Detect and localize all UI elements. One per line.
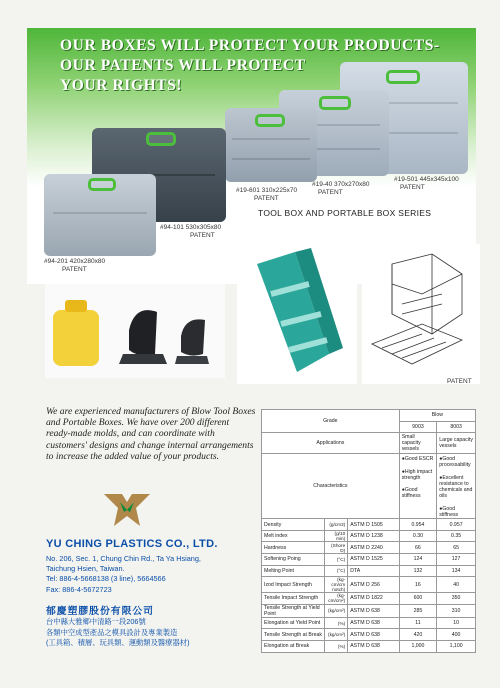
company-name-zh: 郁慶塑膠股份有限公司	[46, 606, 154, 617]
cell-method: ASTM D 1238	[348, 530, 399, 542]
cell-property: Tensile Strength at Break	[262, 629, 325, 641]
label-19-40	[312, 181, 369, 197]
char-1-item-2: ●High impact strength	[401, 468, 433, 481]
cell-v1: 600	[399, 593, 437, 605]
applications-header: Applications	[262, 433, 400, 454]
address-line-2: Taichung Hsien, Taiwan.	[46, 564, 125, 574]
patent-sketch-illustration	[362, 244, 480, 384]
cell-unit: (°C)	[325, 554, 348, 566]
cell-property: Melt index	[262, 530, 325, 542]
table-row	[262, 640, 476, 652]
label-19-501	[394, 176, 459, 192]
drawing-patent-label: PATENT	[447, 378, 472, 385]
char-2-item-3: ●Good stiffness	[439, 505, 459, 519]
table-row-characteristics	[262, 454, 476, 519]
cell-v2: 127	[437, 554, 476, 566]
cell-method: ASTM D 1822	[348, 593, 399, 605]
cell-v2: 10	[437, 617, 476, 629]
company-name-en: YU CHING PLASTICS CO., LTD.	[46, 538, 218, 550]
photo-step-stool	[237, 244, 357, 384]
cell-v1: 132	[399, 565, 437, 577]
cell-v1: 1,000	[399, 640, 437, 652]
cell-property: Izod Impact Strength	[262, 577, 325, 593]
zh-line-1: 台中縣大雅鄉中清路一段206號	[46, 617, 146, 626]
phone: Tel: 886-4-5668138 (3 line), 5664566	[46, 574, 166, 584]
cell-v2: 0.957	[437, 519, 476, 531]
label-94-201	[44, 258, 105, 274]
table-row-grade	[262, 410, 476, 422]
property-rows	[262, 519, 476, 652]
cell-method: ASTM D 256	[348, 577, 399, 593]
cell-property: Melting Point	[262, 565, 325, 577]
photo-container-and-seats	[45, 284, 225, 378]
company-address	[46, 554, 201, 595]
characteristics-2	[437, 454, 476, 519]
label-19-501-model: #19-501 445x345x100	[394, 176, 459, 183]
grade-header: Grade	[262, 410, 400, 433]
cell-v2: 400	[437, 629, 476, 641]
characteristics-header: Characteristics	[262, 454, 400, 519]
cell-unit: (kg/cm²)	[325, 604, 348, 617]
table-row	[262, 629, 476, 641]
cell-v2: 65	[437, 542, 476, 554]
cell-v1: 0.30	[399, 530, 437, 542]
cell-v2: 1,100	[437, 640, 476, 652]
cell-method: DTA	[348, 565, 399, 577]
cell-method: ASTM D 2240	[348, 542, 399, 554]
label-94-101-model: #94-101 530x305x80	[160, 224, 222, 231]
cell-v2: 40	[437, 577, 476, 593]
table-row	[262, 577, 476, 593]
cell-property: Tensile Impact Strength	[262, 593, 325, 605]
cell-v1: 420	[399, 629, 437, 641]
cell-unit: (%)	[325, 640, 348, 652]
headline-line-1: OUR BOXES WILL PROTECT YOUR PRODUCTS-	[60, 37, 440, 54]
label-94-201-model: #94-201 420x280x80	[44, 258, 106, 265]
container-seats-illustration	[45, 284, 225, 378]
cell-v1: 66	[399, 542, 437, 554]
application-1: Small capacity vessels	[399, 433, 437, 454]
table-row-applications	[262, 433, 476, 454]
cell-v1: 11	[399, 617, 437, 629]
cell-v1: 0.954	[399, 519, 437, 531]
label-94-101-patent: PATENT	[190, 232, 215, 239]
address-line-1: No. 206, Sec. 1, Chung Chin Rd., Ta Ya Hsiang,	[46, 554, 201, 563]
cell-unit: (kg-cm/cm notch)	[325, 577, 348, 593]
cell-v2: 134	[437, 565, 476, 577]
company-description-zh	[46, 617, 190, 649]
cell-unit: (kg/cm²)	[325, 629, 348, 641]
cell-method: ASTM D 1505	[348, 519, 399, 531]
box-19-601	[225, 108, 317, 182]
char-1-item-3: ●Good stiffness	[401, 487, 421, 500]
step-stool-illustration	[237, 244, 357, 384]
label-19-601-patent: PATENT	[254, 195, 279, 202]
box-94-201	[44, 174, 156, 256]
label-19-40-patent: PATENT	[318, 189, 343, 196]
cell-method: ASTM D 638	[348, 640, 399, 652]
table-row	[262, 554, 476, 566]
cell-unit: (kg-cm/cm²)	[325, 593, 348, 605]
headline-line-2: OUR PATENTS WILL PROTECT	[60, 57, 306, 74]
table-row	[262, 542, 476, 554]
char-1-item-1: ●Good ESCR	[401, 456, 434, 463]
cell-property: Softening Poing	[262, 554, 325, 566]
table-row	[262, 565, 476, 577]
headline-line-3: YOUR RIGHTS!	[60, 77, 183, 94]
cell-property: Hardness	[262, 542, 325, 554]
cell-v1: 16	[399, 577, 437, 593]
blow-header: Blow	[399, 410, 475, 422]
cell-unit: (g/cm3)	[325, 519, 348, 531]
char-2-item-2: ●Excellent resistance to chemicals and oils	[439, 474, 473, 500]
series-title: TOOL BOX AND PORTABLE BOX SERIES	[258, 208, 432, 218]
cell-unit: (Shore D)	[325, 542, 348, 554]
label-94-101	[160, 224, 221, 240]
table-row	[262, 617, 476, 629]
cell-unit: (%)	[325, 617, 348, 629]
cell-v2: 350	[437, 593, 476, 605]
application-2: Large capacity vessels	[437, 433, 476, 454]
label-19-501-patent: PATENT	[400, 184, 425, 191]
cell-property: Density	[262, 519, 325, 531]
properties-table	[261, 409, 476, 653]
company-logo	[100, 488, 154, 530]
table-row	[262, 604, 476, 617]
label-19-601	[236, 187, 297, 203]
cell-v2: 0.35	[437, 530, 476, 542]
cell-property: Elongation at Break	[262, 640, 325, 652]
grade-code-1: 9003	[399, 421, 437, 433]
cell-property: Tensile Strength at Yield Point	[262, 604, 325, 617]
cell-unit: (g/10 min)	[325, 530, 348, 542]
intro-paragraph: We are experienced manufacturers of Blow Tool Boxes and Portable Boxes. We have over 200 different ready-made molds, and can coordinate with customers' designs and change internal arrangements to increase the added value of your products.	[46, 406, 256, 462]
label-19-40-model: #19-40 370x270x80	[312, 181, 370, 188]
cell-v2: 310	[437, 604, 476, 617]
label-19-601-model: #19-601 310x225x70	[236, 187, 298, 194]
cell-property: Elongation at Yield Point	[262, 617, 325, 629]
label-94-201-patent: PATENT	[62, 266, 87, 273]
cell-unit: (°C)	[325, 565, 348, 577]
patent-drawing	[362, 244, 480, 384]
characteristics-1	[399, 454, 437, 519]
char-2-item-1: ●Good processability	[439, 456, 471, 469]
table-row	[262, 530, 476, 542]
cell-v1: 124	[399, 554, 437, 566]
zh-line-2: 各類中空成型產品之模具設計及專業製造	[46, 627, 178, 637]
grade-code-2: 8003	[437, 421, 476, 433]
cell-method: ASTM D 638	[348, 617, 399, 629]
cell-v1: 285	[399, 604, 437, 617]
cell-method: ASTM D 638	[348, 629, 399, 641]
table-row	[262, 519, 476, 531]
cell-method: ASTM D 1525	[348, 554, 399, 566]
fax: Fax: 886-4-5672723	[46, 584, 112, 594]
cell-method: ASTM D 638	[348, 604, 399, 617]
zh-line-3: (工具箱、積層、玩具類、運動類及醫療器材)	[46, 638, 190, 647]
table-row	[262, 593, 476, 605]
